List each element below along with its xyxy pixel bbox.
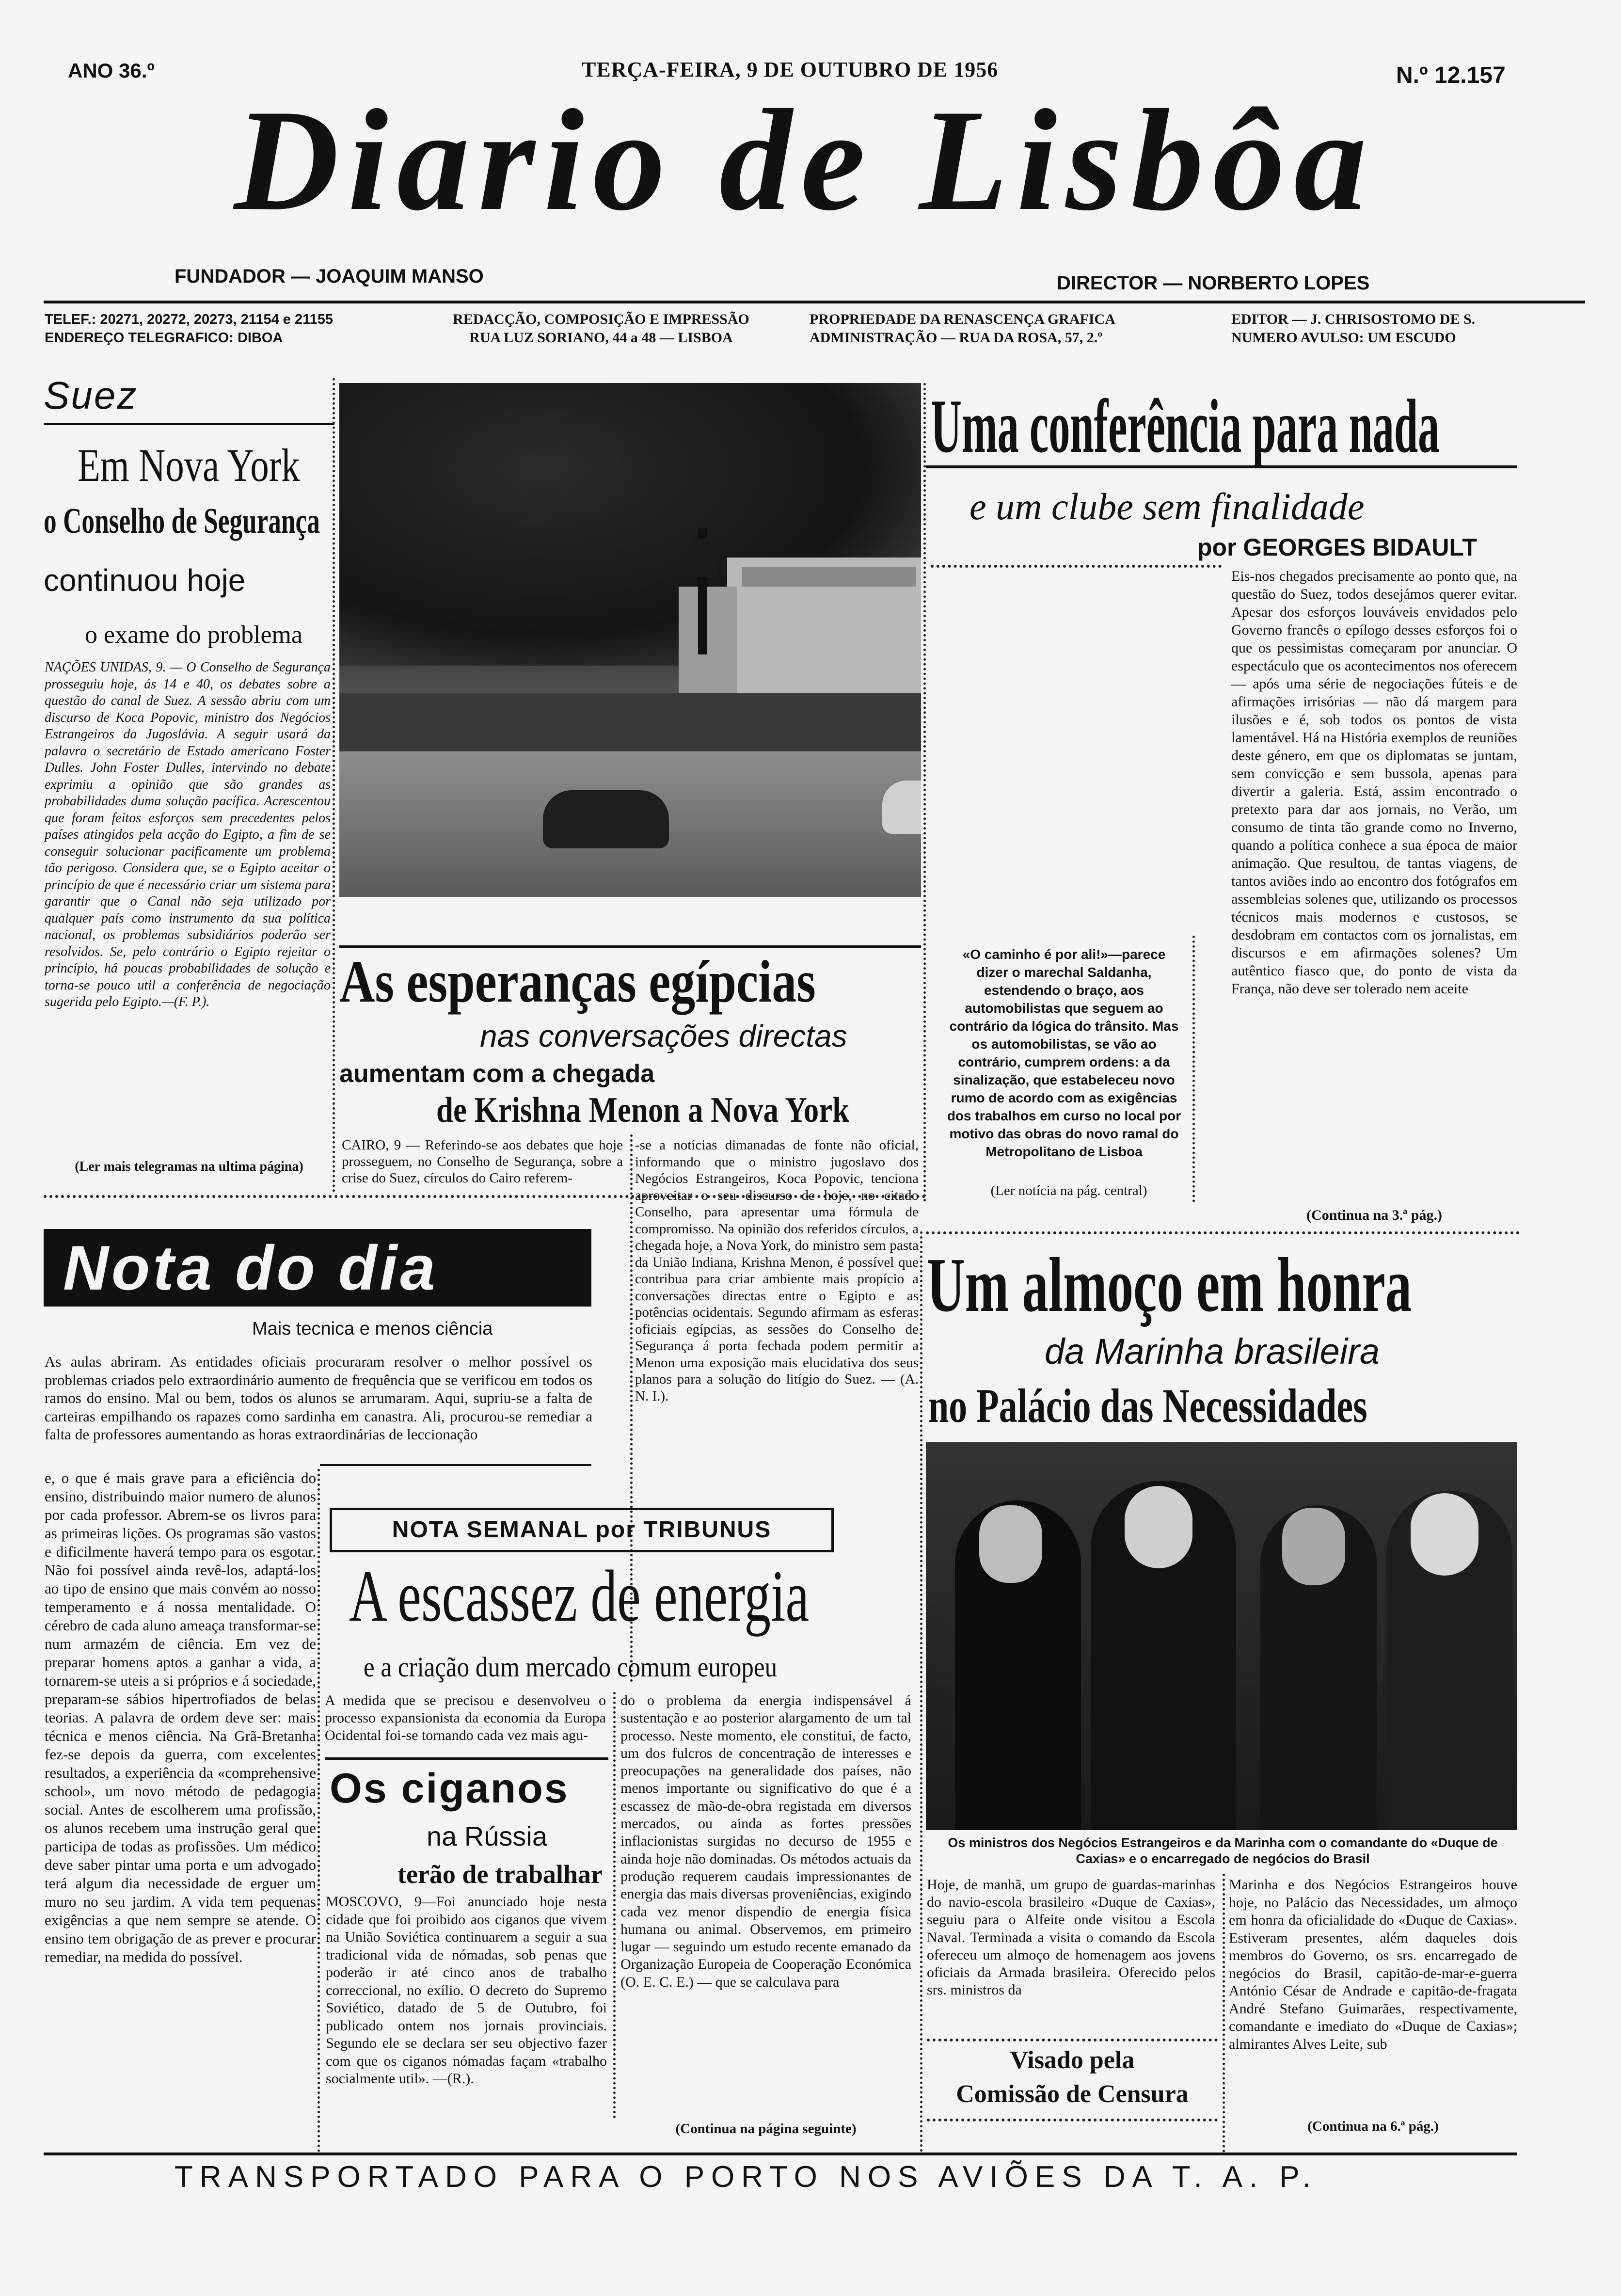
ciganos-body: MOSCOVO, 9—Foi anunciado hoje nesta cidade que foi proibido aos ciganos que vivem na União Soviética continuarem a seguir a sua tradicional vida de nómadas, sob penas que poderão ir até cinco anos de trabalho correccional, no exílio. O decreto do Supremo Soviético, datado de 5 de Outubro, foi publicado ontem nos jornais provinciais. Segundo ele se declara ser seu objectivo fazer com que os ciganos nómadas façam «trabalho socialmente util». —(R.). [326,1894,607,2087]
column-rule-7 [920,1231,922,2152]
almoco-headline-2: da Marinha brasileira [1045,1331,1380,1371]
energia-headline-1: A escassez de energia [349,1555,810,1637]
director-line: DIRECTOR — NORBERTO LOPES [1057,272,1370,294]
ciganos-rule [325,1757,608,1760]
saldanha-square-photo [339,383,921,897]
nota-dia-body: e, o que é mais grave para a eficiência do ensino, distribuindo maior numero de alunos por cada professor. Abrem-se os livros para as primeiras lições. Os programas são vastos e dificilmente haverá tempo para os esgotar. Não foi possível ainda revê-los, adaptá-los ao tipo de ensino que mais convém ao nosso temperamento e á nossa mentalidade. O cérebro de cada aluno ameaça transformar-se num armazém de ciência. Em vez de preparar homens aptos a ganhar a vida, a tornarem-se uteis a si próprios e á sociedade, preparam-se sábios hipertrofiados de belas teorias. A palavra de ordem deve ser: mais técnica e menos ciência. Na Grã-Bretanha fez-se depois da guerra, com excelentes resultados, a experiência da «comprehensive school», um novo método de pedagogia social. Antes de escolherem uma profissão, os alunos recebem uma instrução geral que participa de todas as profissões. Um médico deve saber pintar uma porta e um advogado terá algum dia necessidade de erguer um muro no seu jardim. A vida tem pequenas exigências a que nem sempre se atende. O ensino tem obrigação de as prever e procurar remediar, na medida do possível. [45,1469,316,1965]
nota-dia-subtitle: Mais tecnica e menos ciência [252,1319,493,1339]
egipcias-col2: -se a notícias dimanadas de fonte não oficial, informando que o ministro jugoslavo dos Negócios Estrangeiros, Koca Popovic, tenciona aproveitar o seu discurso de hoje, no citado Conselho, para apresentar uma fórmula de compromisso. Na opinião dos referidos círculos, a chegada hoje, a Nova York, do ministro sem pasta da União Indiana, Krishna Menon, é possível que contribua para criar ambiente mais propício a conversações directas entre o Egipto e as potências ocidentais. Segundo afirmam as esferas oficiais egípcias, as sessões do Conselho de Segurança á porta fechada podem permitir a Menon uma exposição mais elucidativa dos seus planos para a solução do litígio do Suez. — (A. N. I.). [635,1137,919,1404]
energia-footer: (Continua na página seguinte) [675,2121,857,2137]
column-rule-1 [333,378,335,1193]
masthead-info-redaccao [431,310,771,347]
masthead-info-editor [1231,310,1475,347]
suez-footer: (Ler mais telegramas na ultima página) [75,1159,303,1174]
almoco-col1: Hoje, de manhã, um grupo de guardas-marinhas do navio-escola brasileiro «Duque de Caxias», seguiu para o Alfeite onde visitou a Escola Naval. Terminada a visita o comando da Escola ofereceu um almoço de homenagem aos jovens oficiais da Armada brasileira. Oferecido pelos srs. ministros da [927,1877,1215,1998]
newspaper-title-text: Diario de Lisbôa [234,80,1376,240]
nota-dia-title: Nota do dia [63,1232,438,1303]
nota-dia-rule [320,1464,591,1466]
masthead-info-propriedade [810,310,1115,347]
almoco-headline-3: no Palácio das Necessidades [928,1379,1367,1433]
suez-kicker: Suez [44,374,138,417]
column-rule-6 [613,1692,616,2119]
column-rule-2 [923,383,926,1202]
suez-headline-2: o Conselho de Segurança [44,501,320,541]
energia-headline-2: e a criação dum mercado comum europeu [364,1651,778,1683]
suez-headline-3: continuou hoje [44,563,246,598]
egipcias-headline-3: aumentam com a chegada [339,1060,655,1088]
egipcias-headline-2: nas conversações directas [480,1019,847,1053]
almoco-footer: (Continua na 6.ª pág.) [1307,2119,1439,2134]
bottom-banner: TRANSPORTADO PARA O PORTO NOS AVIÕES DA T. A. P. [175,2160,1318,2194]
suez-headline-4: o exame do problema [85,621,303,649]
photo-caption-footer: (Ler notícia na pág. central) [990,1183,1147,1198]
egipcias-headline-4: de Krishna Menon a Nova York [436,1090,850,1130]
censura-line-1: Visado pela [1010,2046,1135,2074]
egipcias-col1: CAIRO, 9 — Referindo-se aos debates que hoje prosseguem, no Conselho de Segurança, sobre a crise do Suez, círculos do Cairo referem- [342,1137,623,1186]
info-admin: ADMINISTRAÇÃO — RUA DA ROSA, 57, 2.º [810,330,1103,346]
energia-col1: A medida que se precisou e desenvolveu o processo expansionista da economia da Europa Ocidental foi-se tornando cada vez mais agu- [325,1692,606,1743]
energia-col2: do o problema da energia indispensável á sustentação e ao posterior alargamento de um tal processo. Neste momento, ele constitui, de facto, um dos fulcros de concentração de interesses e preocupações na generalidade dos países, não menos importante ou significativo do que é a escassez de mão-de-obra registada em diversos mercados, ou ainda as fortes pressões inflacionistas surgidas no decurso de 1955 e ainda hoje não dominadas. Os métodos actuais da produção requerem caudais impressionantes de energia das mais diversas proveniências, exigindo cada vez menor dispendio de energia física humana ou animal. Observemos, em primeiro lugar — seguindo um estudo recente emanado da Organização Europeia de Cooperação Económica (O. E. C. E.) — que se calculava para [620,1692,911,1990]
column-rule-5 [318,1469,320,2152]
info-editor: EDITOR — J. CHRISOSTOMO DE S. [1231,311,1476,327]
bidault-headline-1: Uma conferência para nada [931,384,1440,469]
bidault-footer: (Continua na 3.ª pág.) [1306,1207,1442,1223]
bidault-headline-rule [926,465,1517,468]
ministers-photo-caption: Os ministros dos Negócios Estrangeiros e da Marinha com o comandante do «Duque de Caxias» e o encarregado de negócios do Brasil [948,1835,1498,1866]
newspaper-title [111,73,1498,247]
founder-line: FUNDADOR — JOAQUIM MANSO [175,266,484,287]
bidault-headline-2: e um clube sem finalidade [969,485,1365,527]
ciganos-headline-1: Os ciganos [330,1765,569,1812]
suez-kicker-rule [44,423,334,425]
bidault-byline-rule [931,565,1222,568]
year-label: ANO 36.º [68,59,155,82]
ciganos-headline-2: na Rússia [427,1821,548,1851]
almoco-top-rule [926,1231,1520,1234]
censura-bottom-rule [927,2119,1218,2121]
suez-headline-1: Em Nova York [78,439,300,491]
suez-body: NAÇÕES UNIDAS, 9. — O Conselho de Segurança prosseguiu hoje, ás 14 e 40, os debates sobre a questão do canal de Suez. A sessão abriu com um discurso de Koca Popovic, ministro dos Negócios Estrangeiros da Jugoslávia. A seguir usará da palavra o secretário de Estado americano Foster Dulles. John Foster Dulles, intervindo no debate exprimiu a opinião que são grandes as probabilidades duma solução pacífica. Acrescentou que foram feitos esforços sem precedentes pelos países atingidos pela acção do Egipto, a fim de se conseguir solucionar pacificamente um problema tão perigoso. Considera que, se o Egipto aceitar o princípio de que é necessário criar um sistema para garantir que o Canal não seja utilizado por qualquer país como instrumento da sua política nacional, os problemas subsidiários poderão ser resolvidos. Se, pelo contrário o Egipto rejeitar o princípio, há poucas probabilidades de solução e torna-se pouco util a conferência de negociação sugerida pelo Egipto.—(F. P.). [45,660,331,1009]
masthead-rule [44,301,1585,303]
info-address: RUA LUZ SORIANO, 44 a 48 — LISBOA [469,330,733,346]
info-telegraph: ENDEREÇO TELEGRAFICO: DIBOA [45,330,283,346]
column-rule-8 [1223,1874,1225,2152]
issue-date: TERÇA-FEIRA, 9 DE OUTUBRO DE 1956 [582,58,999,81]
ciganos-headline-3: terão de trabalhar [397,1860,603,1889]
info-phones: TELEF.: 20271, 20272, 20273, 21154 e 21155 [45,312,333,327]
bidault-body: Eis-nos chegados precisamente ao ponto que, na questão do Suez, todos desejámos querer evitar. Apesar dos esforços louváveis envidados pelo Governo francês o epílogo desses esforços foi o que os pessimistas começaram por anunciar. O espectáculo que os acontecimentos nos oferecem — após uma série de negociações fúteis e de afirmações irrisórias — não dá margem para ilusões e é, sob todos os pontos de vista lamentável. Há na História exemplos de reuniões deste género, em que os diplomatas se juntam, sem convicção e sem bussola, apenas para divertir a galeria. Está, assim encontrado o pretexto para dar aos jornais, no Verão, um consumo de tinta tão grande como no Inverno, quando a política conhece a sua época de maior animação. Que resultou, de tantas viagens, de tantos aviões indo ao encontro dos fotógrafos em assembleias solenes que, utilizando os processos técnicos mais modernos e custosos, se desdobram em contactos com os jornalistas, em discursos e em afirmações solenes? Um autêntico fiasco que, do ponto de vista da França, não deve ser tolerado nem aceite [1231,568,1517,997]
nota-semanal-label: NOTA SEMANAL por TRIBUNUS [330,1508,834,1552]
info-price: NUMERO AVULSO: UM ESCUDO [1231,330,1456,346]
nota-dia-banner [44,1229,591,1307]
info-owner: PROPRIEDADE DA RENASCENÇA GRAFICA [810,311,1115,327]
censura-line-2: Comissão de Censura [956,2080,1189,2108]
column-rule-3 [1192,936,1195,1202]
masthead-info-phones [45,310,333,347]
issue-number: N.º 12.157 [1396,63,1506,88]
censura-notice [927,2043,1218,2111]
ministers-photo [926,1442,1517,1830]
egipcias-headline-1: As esperanças egípcias [339,948,816,1015]
nota-dia-intro: As aulas abriram. As entidades oficiais procuraram resolver o melhor possível os problemas criados pelo extraordinário aumento de frequência que se verificou em todos os ramos do ensino. Mal ou bem, todos os alunos se arrumaram. Aqui, supriu-se a falta de carteiras empilhando os rapazes como sardinha em canastra. Ali, procurou-se remediar a falta de professores aumentando as horas extraordinárias de leccionação [45,1353,592,1443]
censura-top-rule [927,2039,1218,2041]
almoco-col2: Marinha e dos Negócios Estrangeiros houve hoje, no Palácio das Necessidades, um almoço em honra da oficialidade do «Duque de Caxias». Estiveram presentes, além daqueles dois membros do Governo, os srs. encarregado de negócios do Brasil, capitão-de-mar-e-guerra António César de Andrade e capitão-de-fragata André Stefano Guimarães, respectivamente, comandante e imediato do «Duque de Caxias»; almirantes Alves Leite, sub [1229,1877,1517,2052]
photo-caption: «O caminho é por ali!»—parece dizer o marechal Saldanha, estendendo o braço, aos automobilistas que seguem ao contrário da lógica do trânsito. Mas os automobilistas, se vão ao contrário, cumprem ordens: a da sinalização, que estabeleceu novo rumo de acordo com as exigências dos trabalhos em curso no local por motivo das obras do novo ramal do Metropolitano de Lisboa [947,947,1181,1159]
bottom-rule [44,2152,1517,2155]
almoco-headline-1: Um almoço em honra [927,1242,1412,1328]
bidault-byline: por GEORGES BIDAULT [1197,534,1477,561]
info-redaccao: REDACÇÃO, COMPOSIÇÃO E IMPRESSÃO [453,311,749,327]
